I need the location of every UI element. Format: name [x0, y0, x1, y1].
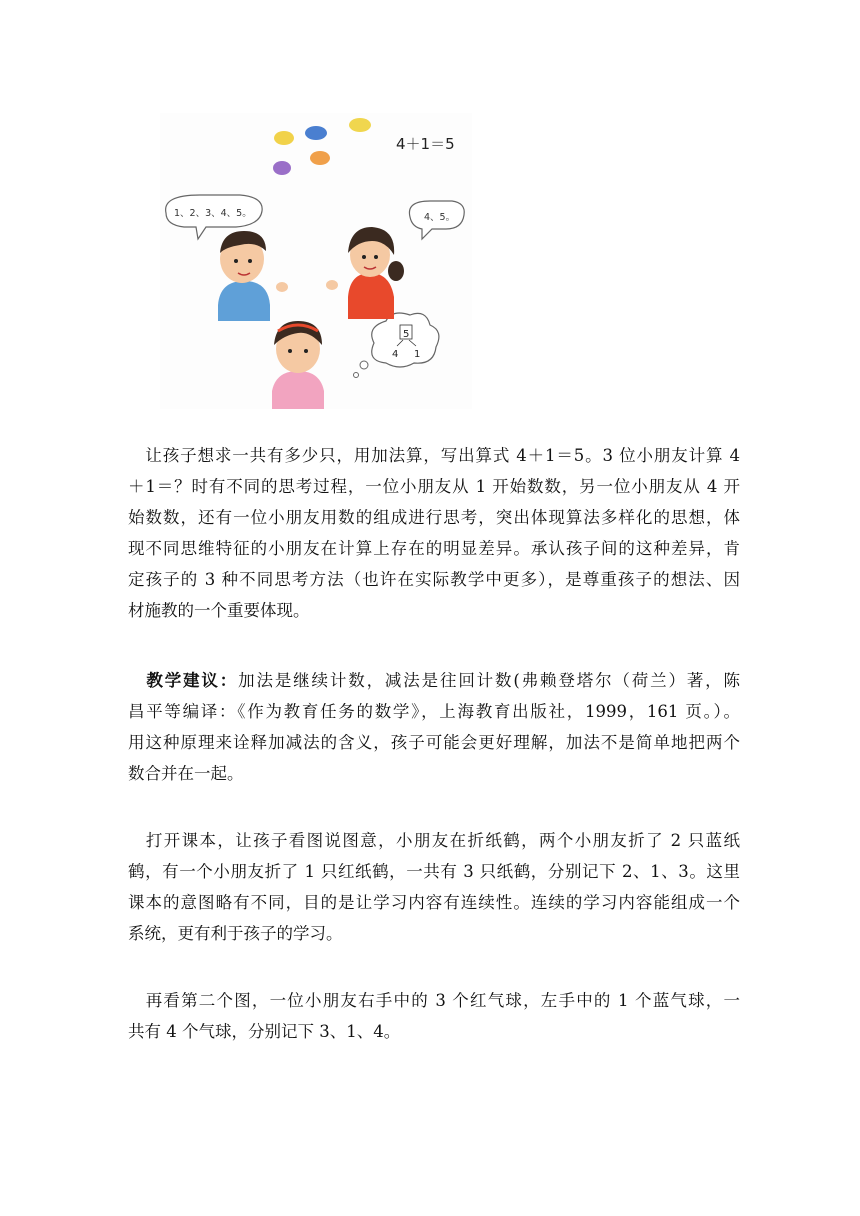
paragraph-teaching-advice — [128, 665, 740, 789]
bird-icon — [349, 118, 371, 132]
paragraph-line: 共有 4 个气球，分别记下 3、1、4。 — [128, 1022, 401, 1041]
thought-dot — [360, 361, 368, 369]
bubble-girl-text: 4、5。 — [424, 212, 456, 223]
thought-top-number: 5 — [403, 329, 410, 340]
teaching-advice-label: 教学建议： — [146, 671, 239, 690]
girl-figure — [326, 227, 404, 319]
paragraph-line: 定孩子的 3 种不同思考方法（也许在实际教学中更多），是尊重孩子的想法、因 — [128, 570, 740, 589]
paragraph-line: 现不同思维特征的小朋友在计算上存在的明显差异。承认孩子间的这种差异，肯 — [128, 539, 740, 558]
bubble-boy-text: 1、2、3、4、5。 — [174, 208, 252, 219]
boy-figure — [218, 231, 288, 321]
equation-text: 4＋1＝5 — [396, 135, 455, 153]
paragraph-line — [128, 665, 740, 696]
paragraph-line: 让孩子想求一共有多少只，用加法算，写出算式 4＋1＝5。3 位小朋友计算 4 — [128, 446, 740, 465]
paragraph-line: 用这种原理来诠释加减法的含义，孩子可能会更好理解，加法不是简单地把两个 — [128, 733, 740, 752]
children-counting-illustration — [160, 113, 472, 409]
paragraph-line: 课本的意图略有不同，目的是让学习内容有连续性。连续的学习内容能组成一个 — [128, 893, 740, 912]
paragraph-line: ＋1＝？时有不同的思考过程，一位小朋友从 1 开始数数，另一位小朋友从 4 开 — [128, 477, 740, 496]
paragraph-line: 数合并在一起。 — [128, 764, 244, 783]
paragraph-line: 昌平等编译：《作为教育任务的数学》，上海教育出版社，1999，161 页。）。 — [128, 702, 740, 721]
girl-figure — [272, 321, 324, 409]
paragraph-strategies — [128, 440, 740, 626]
thought-dot — [354, 373, 359, 378]
bird-icon — [310, 151, 330, 165]
bird-icon — [274, 131, 294, 145]
paragraph-line: 打开课本，让孩子看图说图意，小朋友在折纸鹤，两个小朋友折了 2 只蓝纸 — [128, 831, 740, 850]
paragraph-line: 材施教的一个重要体现。 — [128, 601, 310, 620]
paragraph-line: 始数数，还有一位小朋友用数的组成进行思考，突出体现算法多样化的思想，体 — [128, 508, 740, 527]
paragraph-line-text: 加法是继续计数，减法是往回计数(弗赖登塔尔（荷兰）著，陈 — [238, 671, 741, 690]
paragraph-line: 系统，更有利于孩子的学习。 — [128, 924, 343, 943]
paragraph-line: 鹤，有一个小朋友折了 1 只红纸鹤，一共有 3 只纸鹤，分别记下 2、1、3。这里 — [128, 862, 740, 881]
paragraph-line: 再看第二个图，一位小朋友右手中的 3 个红气球，左手中的 1 个蓝气球，一 — [128, 991, 740, 1010]
paragraph-balloons — [128, 985, 740, 1047]
paragraph-textbook — [128, 825, 740, 949]
thought-right-number: 1 — [414, 349, 421, 360]
thought-left-number: 4 — [392, 349, 399, 360]
birds-group — [273, 118, 371, 175]
bird-icon — [305, 126, 327, 140]
thought-bubble — [372, 313, 439, 367]
bird-icon — [273, 161, 291, 175]
